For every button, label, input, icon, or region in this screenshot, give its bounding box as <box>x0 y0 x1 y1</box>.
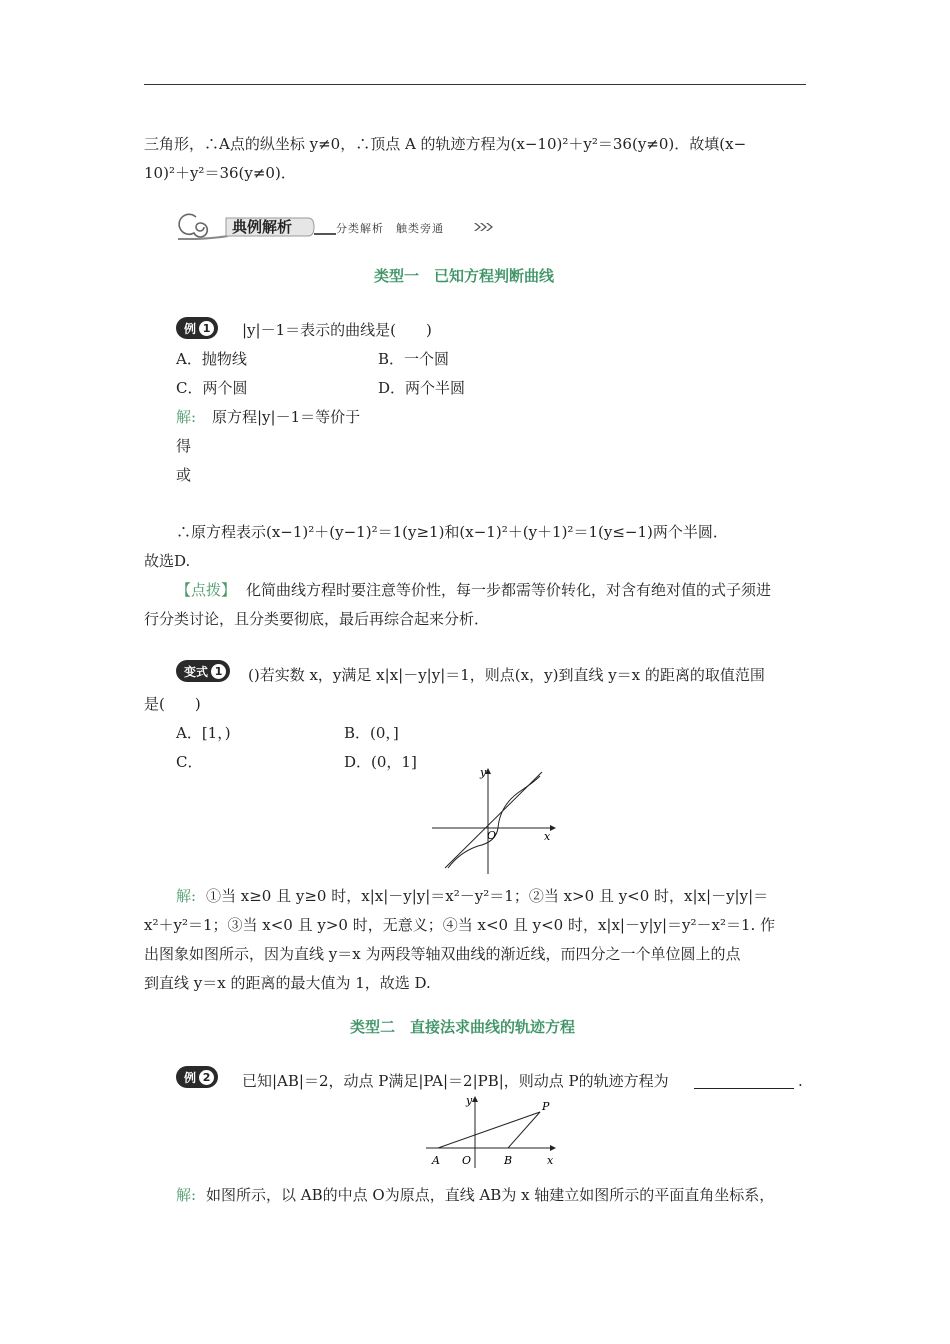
graph-label-o: O <box>487 829 497 842</box>
example2-period: . <box>798 1072 803 1090</box>
example1-question: |y|－1＝表示的曲线是( ) <box>242 321 432 339</box>
example1-badge <box>176 317 218 339</box>
example1-option-d: D．两个半圆 <box>378 379 466 397</box>
variant1-question-line-2: 是( ) <box>144 695 201 713</box>
graph2-x-arrow <box>550 1145 556 1151</box>
graph2-label-y: y <box>466 1094 473 1107</box>
spiral-icon <box>179 214 207 237</box>
intro-line-1: 三角形，∴A点的纵坐标 y≠0，∴顶点 A 的轨迹方程为(x−10)²＋y²＝36(y≠0)．故填(x− <box>144 135 747 153</box>
graph-hyperbola-branch-1 <box>498 776 540 828</box>
example1-de: 得 <box>176 437 192 455</box>
graph2-label-b: B <box>504 1154 513 1167</box>
graph-x-arrow <box>550 825 556 831</box>
graph2-label-x: x <box>547 1154 554 1167</box>
example1-answer: 故选D. <box>144 552 191 570</box>
example2-badge-text: 例 <box>184 1070 197 1085</box>
variant1-solution-label: 解: <box>176 887 197 905</box>
example1-huo: 或 <box>176 466 192 484</box>
example1-solution-line: 原方程|y|－1＝等价于 <box>212 408 361 426</box>
banner-title: 典例解析 <box>232 218 293 236</box>
tip-label: 【点拨】 <box>176 581 237 599</box>
hyperbola-graph <box>430 764 560 876</box>
variant1-solution-line-2: x²＋y²＝1；③当 x<0 且 y>0 时，无意义；④当 x<0 且 y<0 时，x|x|－y|y|＝y²－x²＝1. 作 <box>144 916 776 934</box>
example1-conclusion: ∴原方程表示(x−1)²＋(y−1)²＝1(y≥1)和(x−1)²＋(y＋1)²＝1(y≤−1)两个半圆． <box>176 523 728 541</box>
graph2-label-p: P <box>542 1100 550 1113</box>
banner-subtitle: 分类解析 触类旁通 <box>336 222 444 235</box>
answer-blank[interactable] <box>694 1088 794 1089</box>
example1-option-a: A．抛物线 <box>176 350 247 368</box>
variant1-option-c: C． <box>176 753 203 771</box>
example2-solution-label: 解: <box>176 1186 197 1204</box>
example1-option-c: C．两个圆 <box>176 379 248 397</box>
variant1-solution-line-3: 出图象如图所示，因为直线 y＝x 为两段等轴双曲线的渐近线，而四分之一个单位圆上的点 <box>144 945 741 963</box>
chevron-arrows-icon <box>474 223 493 231</box>
example2-question: 已知|AB|＝2，动点 P满足|PA|＝2|PB|，则动点 P的轨迹方程为 <box>242 1072 669 1090</box>
graph-label-x: x <box>544 830 551 843</box>
example2-badge <box>176 1066 218 1088</box>
tip-line-2: 行分类讨论，且分类要彻底，最后再综合起来分析． <box>144 610 490 628</box>
graph2-y-arrow <box>472 1096 478 1102</box>
section2-title: 类型二 直接法求曲线的轨迹方程 <box>350 1018 576 1036</box>
example1-solution-label: 解: <box>176 408 197 426</box>
variant1-badge <box>176 660 230 682</box>
variant1-badge-number: 1 <box>211 664 226 679</box>
graph-label-y: y <box>480 766 487 779</box>
example1-badge-number: 1 <box>199 321 214 336</box>
segment-pa <box>438 1112 540 1148</box>
variant1-badge-text: 变式 <box>184 664 209 679</box>
intro-line-2: 10)²＋y²＝36(y≠0)． <box>144 164 296 182</box>
variant1-option-a: A．[1，) <box>176 724 231 742</box>
variant1-question-line-1: ()若实数 x，y满足 x|x|－y|y|＝1，则点(x，y)到直线 y＝x 的距离的取值范围 <box>248 666 765 684</box>
tip-line-1: 化简曲线方程时要注意等价性，每一步都需等价转化，对含有绝对值的式子须进 <box>246 581 772 599</box>
graph2-label-a: A <box>432 1154 440 1167</box>
variant1-option-d: D．(0，1] <box>344 753 417 771</box>
variant1-option-b: B．(0，] <box>344 724 399 742</box>
example2-badge-number: 2 <box>199 1070 214 1085</box>
section1-title: 类型一 已知方程判断曲线 <box>374 267 555 285</box>
variant1-solution-line-4: 到直线 y＝x 的距离的最大值为 1，故选 D. <box>144 974 431 992</box>
segment-graph <box>422 1092 562 1170</box>
example1-option-b: B．一个圆 <box>378 350 450 368</box>
variant1-solution-line-1: ①当 x≥0 且 y≥0 时，x|x|－y|y|＝x²－y²＝1；②当 x>0 且 y<0 时，x|x|－y|y|＝ <box>206 887 769 905</box>
example1-badge-text: 例 <box>184 321 197 336</box>
graph2-label-o: O <box>462 1154 472 1167</box>
example2-solution-line: 如图所示，以 AB的中点 O为原点，直线 AB为 x 轴建立如图所示的平面直角坐标系， <box>206 1186 775 1204</box>
header-rule <box>144 84 806 85</box>
